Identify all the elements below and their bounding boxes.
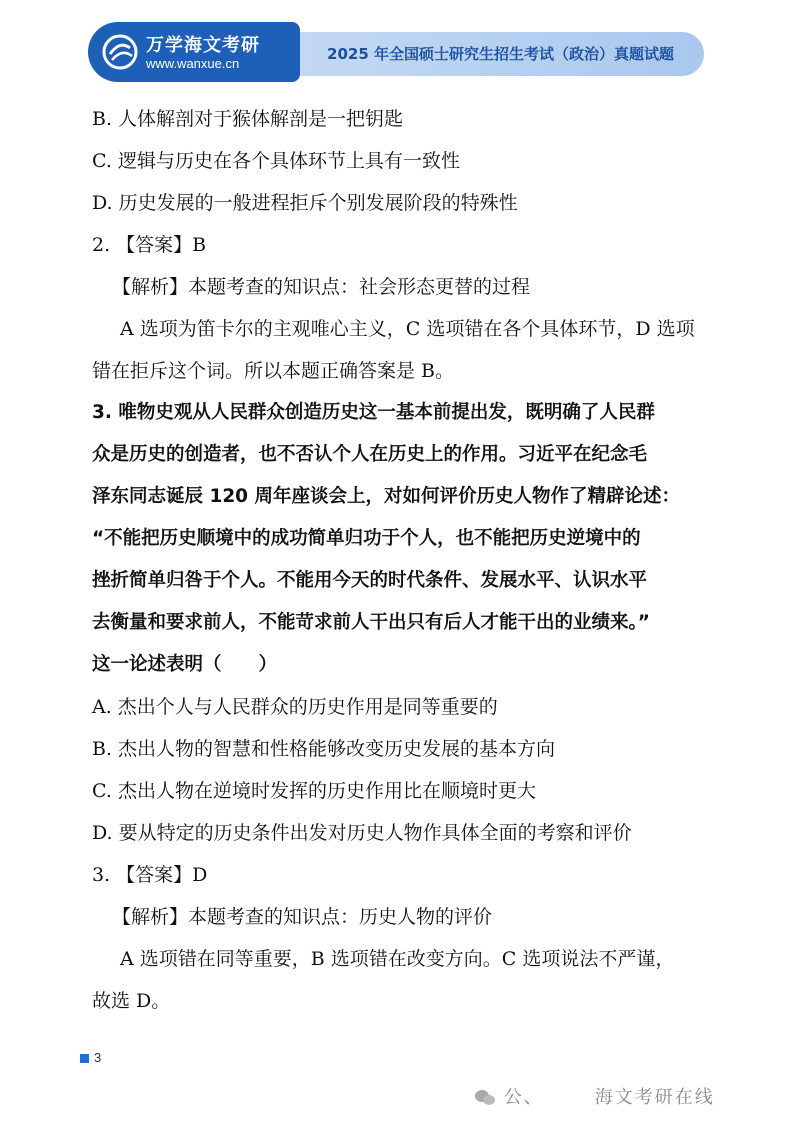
q3-stem-line-5: 挫折简单归咎于个人。不能用今天的时代条件、发展水平、认识水平 [92,570,648,591]
page-header [88,22,704,82]
q3-stem-line-4: “不能把历史顺境中的成功简单归功于个人，也不能把历史逆境中的 [92,528,641,549]
page-number-text: 3 [94,1050,102,1065]
q3-stem-line-1: 3. 唯物史观从人民群众创造历史这一基本前提出发，既明确了人民群 [92,402,655,423]
wechat-icon [474,1089,496,1107]
exam-title: 2025 年全国硕士研究生招生考试（政治）真题试题 [327,45,674,63]
q2-analysis: 【解析】本题考查的知识点：社会形态更替的过程 [112,276,531,298]
q3-option-d: D. 要从特定的历史条件出发对历史人物作具体全面的考察和评价 [92,822,632,844]
q3-stem-line-3: 泽东同志诞辰 120 周年座谈会上，对如何评价历史人物作了精辟论述： [92,486,681,507]
q2-option-d: D. 历史发展的一般进程拒斥个别发展阶段的特殊性 [92,192,518,214]
watermark-text: 公、 海文考研在线 [503,1087,715,1108]
q3-option-c: C. 杰出人物在逆境时发挥的历史作用比在顺境时更大 [92,780,536,802]
brand-url: www.wanxue.cn [146,56,240,71]
q3-stem-line-6: 去衡量和要求前人，不能苛求前人干出只有后人才能干出的业绩来。” [92,612,650,633]
q3-option-a: A. 杰出个人与人民群众的历史作用是同等重要的 [92,696,498,718]
q3-answer: 3. 【答案】D [92,864,208,886]
q2-explanation-line-2: 错在拒斥这个词。所以本题正确答案是 B。 [92,360,455,382]
q3-stem-line-2: 众是历史的创造者，也不否认个人在历史上的作用。习近平在纪念毛 [92,444,648,465]
brand-logo-box [88,22,300,82]
q3-stem-line-7: 这一论述表明（ ） [92,654,278,675]
q3-option-b: B. 杰出人物的智慧和性格能够改变历史发展的基本方向 [92,738,556,760]
page-marker-icon [80,1054,89,1063]
q2-option-b: B. 人体解剖对于猴体解剖是一把钥匙 [92,108,404,130]
page-number [80,1050,101,1065]
q2-answer: 2. 【答案】B [92,234,207,256]
document-body [92,98,712,1022]
q3-explanation-line-1: A 选项错在同等重要，B 选项错在改变方向。C 选项说法不严谨， [120,948,675,970]
q3-explanation-line-2: 故选 D。 [92,990,171,1012]
brand-logo-icon [102,34,138,70]
q3-analysis: 【解析】本题考查的知识点：历史人物的评价 [112,906,493,928]
q2-option-c: C. 逻辑与历史在各个具体环节上具有一致性 [92,150,460,172]
wechat-watermark [474,1083,715,1109]
q2-explanation-line-1: A 选项为笛卡尔的主观唯心主义，C 选项错在各个具体环节，D 选项 [120,318,695,340]
brand-name: 万学海文考研 [146,35,260,56]
